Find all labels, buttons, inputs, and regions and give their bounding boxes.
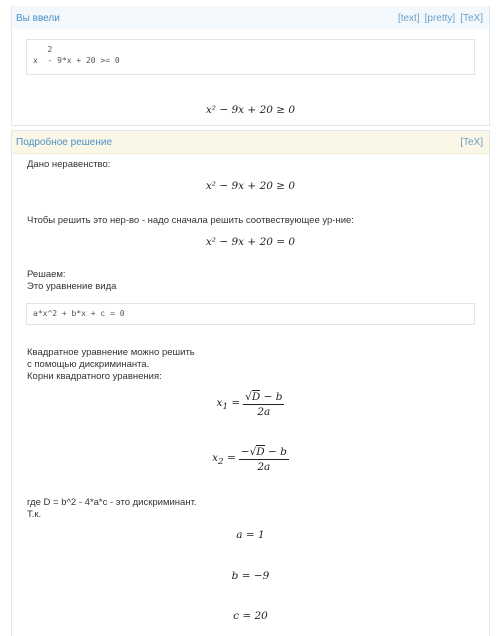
solution-panel: [11, 130, 490, 636]
discriminant-text-1: Квадратное уравнение можно решить: [27, 347, 195, 358]
x1-symbol: x: [216, 396, 223, 409]
code-expression-line: x - 9*x + 20 >= 0: [33, 56, 120, 65]
x1-subscript: 1: [222, 402, 229, 413]
where-text: где D = b^2 - 4*a*c - это дискриминант.: [27, 497, 197, 508]
step-text: Чтобы решить это нер-во - надо сначала решить соотвествующее ур-ние:: [27, 215, 354, 226]
discriminant-text-3: Корни квадратного уравнения:: [27, 371, 162, 382]
given-formula: x² − 9x + 20 ≥ 0: [205, 180, 296, 192]
format-links: [398, 13, 483, 24]
given-label: Дано неравенство:: [27, 159, 111, 170]
solution-panel-header: [12, 131, 489, 154]
x2-sqrt-arg: D: [256, 446, 265, 458]
solution-tex-link[interactable]: [TeX]: [460, 136, 483, 148]
type-label: Это уравнение вида: [27, 281, 117, 292]
solution-format-links: [460, 137, 483, 148]
input-panel-title: Вы ввели: [16, 12, 60, 24]
x1-denominator: 2a: [257, 406, 271, 418]
input-formula: x² − 9x + 20 ≥ 0: [205, 104, 296, 116]
b-value: b = −9: [231, 570, 270, 582]
x2-num-rest: − b: [264, 446, 287, 458]
code-exponent-line: 2: [33, 45, 53, 54]
input-panel-header: [12, 6, 489, 29]
pretty-format-link[interactable]: [pretty]: [424, 12, 456, 24]
x1-sqrt-arg: D: [251, 391, 261, 403]
x1-num-rest: − b: [260, 391, 283, 403]
x2-subscript: 2: [218, 457, 224, 468]
root-x1-formula: $x_1$ = $\frac{√D - b}{2a}$: [216, 391, 283, 418]
tex-format-link[interactable]: [TeX]: [460, 12, 483, 24]
a-value: a = 1: [236, 529, 265, 541]
equation-formula: x² − 9x + 20 = 0: [205, 236, 296, 248]
x2-num-pre: −: [240, 446, 250, 458]
x2-symbol: x: [212, 451, 219, 464]
tk-text: Т.к.: [27, 509, 42, 520]
input-panel: [11, 6, 490, 126]
c-value: c = 20: [233, 610, 268, 622]
input-code-box: [26, 39, 475, 75]
root-x2-formula: $x_2$ = $\frac{-√D - b}{2a}$: [212, 446, 287, 473]
solution-panel-title: Подробное решение: [16, 136, 113, 148]
general-form-code: a*x^2 + b*x + c = 0: [26, 303, 475, 325]
solve-label: Решаем:: [27, 269, 66, 280]
text-format-link[interactable]: [text]: [397, 12, 420, 24]
discriminant-text-2: с помощью дискриминанта.: [27, 359, 150, 370]
x2-denominator: 2a: [257, 461, 271, 473]
